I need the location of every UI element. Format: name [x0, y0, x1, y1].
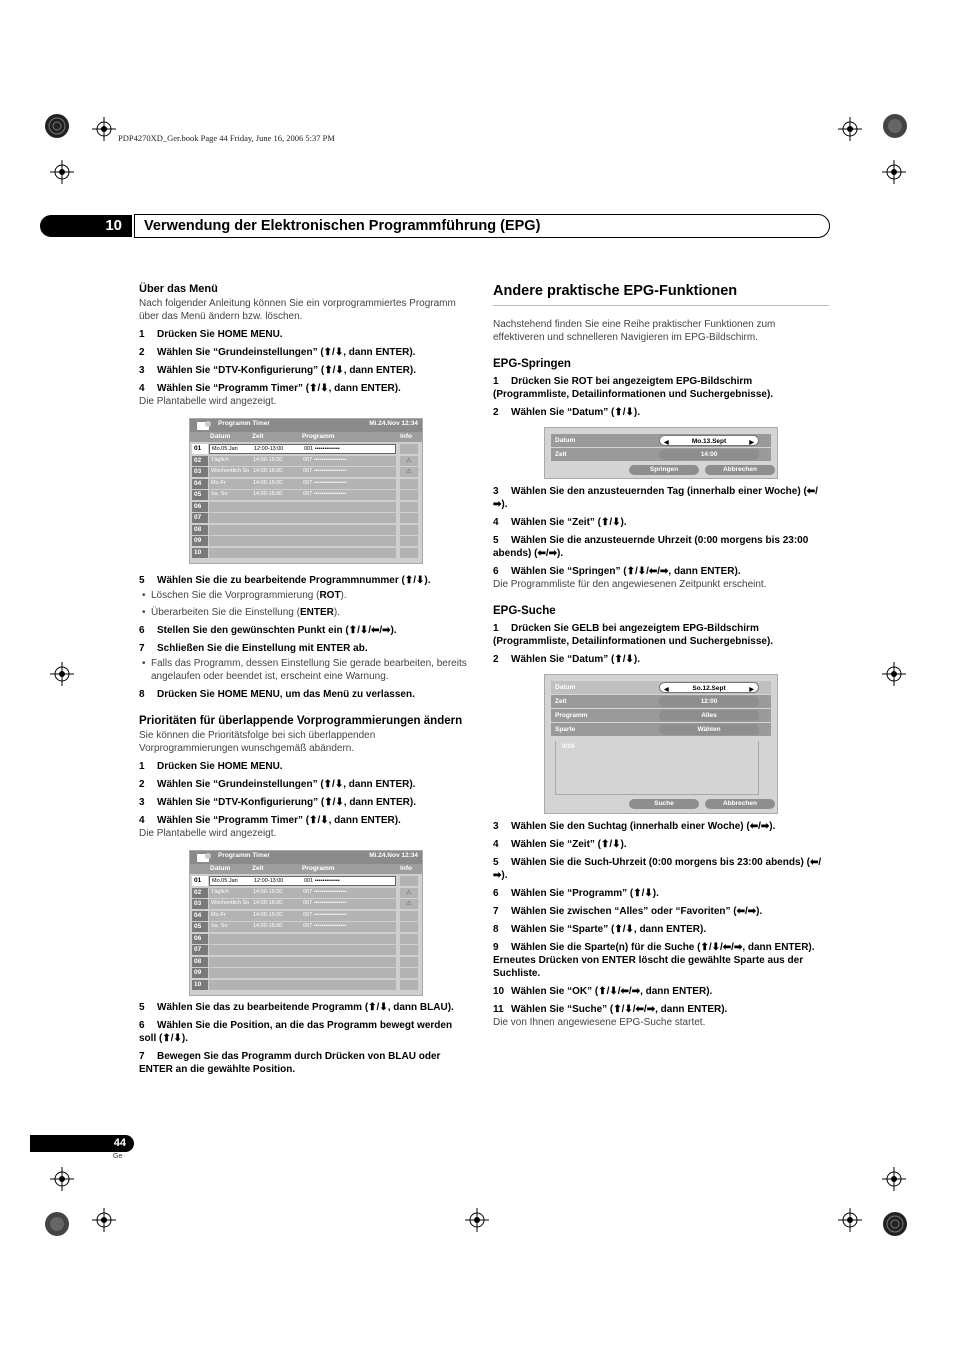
registration-mark-icon — [44, 1211, 70, 1237]
search-dialog — [544, 674, 778, 814]
step-item: 3 Wählen Sie “DTV-Konfigurierung” (⬆/⬇, dann ENTER). — [139, 797, 416, 808]
screen-title: Programm Timer — [218, 420, 270, 427]
row-number: 03 — [192, 467, 208, 477]
row-info — [400, 968, 418, 978]
row-info — [400, 536, 418, 546]
col-programm: Programm — [302, 865, 335, 872]
row-cell — [209, 911, 396, 921]
row-zeit: 14:00-15:00 — [253, 900, 283, 906]
column-headers — [190, 432, 422, 442]
row-programm: 007 ••••••••••••••••• — [303, 456, 347, 463]
step-item: 7 Bewegen Sie das Programm durch Drücken von BLAU oder ENTER an die gewählte Position. — [139, 1051, 441, 1075]
step-item: 5 Wählen Sie das zu bearbeitende Programm (⬆/⬇, dann BLAU). — [139, 1002, 454, 1013]
search-button[interactable]: Suche — [629, 799, 699, 809]
jump-dialog — [544, 427, 778, 479]
arrow-left-icon: ◀ — [664, 687, 669, 693]
step-item: 2 Wählen Sie “Datum” (⬆/⬇). — [493, 654, 640, 665]
timer-icon — [196, 852, 212, 863]
row-zeit: 14:00-15:00 — [253, 491, 283, 497]
table-row[interactable] — [192, 479, 418, 490]
jump-note: Die Programmliste für den angewiesenen Zeitpunkt erscheint. — [493, 579, 767, 590]
row-cell — [209, 548, 396, 558]
search-note: Die von Ihnen angewiesene EPG-Suche startet. — [493, 1017, 706, 1028]
row-number: 04 — [192, 911, 208, 921]
row-cell — [209, 980, 396, 990]
steps-list — [493, 820, 829, 1016]
row-cell — [209, 456, 396, 466]
program-timer-screen — [189, 850, 423, 996]
screen-title: Programm Timer — [218, 852, 270, 859]
zeit-value[interactable]: 12:00 — [659, 696, 759, 707]
row-number: 04 — [192, 479, 208, 489]
crosshair-icon — [50, 160, 74, 184]
row-datum: Mo.05.Jan — [212, 878, 238, 884]
row-cell — [209, 536, 396, 546]
table-row[interactable] — [192, 922, 418, 933]
row-number: 09 — [192, 968, 208, 978]
row-info — [400, 548, 418, 558]
steps-list — [493, 622, 829, 666]
row-number: 03 — [192, 899, 208, 909]
sparte-list[interactable] — [555, 741, 759, 795]
table-row[interactable] — [192, 968, 418, 979]
table-row[interactable] — [192, 980, 418, 991]
step-item: 3 Wählen Sie “DTV-Konfigurierung” (⬆/⬇, dann ENTER). — [139, 365, 416, 376]
row-info — [400, 957, 418, 967]
row-info — [400, 876, 418, 886]
steps-list — [139, 328, 467, 395]
step-item: 1 Drücken Sie HOME MENU. — [139, 761, 283, 772]
table-row[interactable] — [192, 536, 418, 547]
row-number: 05 — [192, 490, 208, 500]
section-title: Andere praktische EPG-Funktionen — [493, 283, 829, 306]
cancel-button[interactable]: Abbrechen — [705, 465, 775, 475]
row-datum: Mo.05.Jan — [212, 446, 238, 452]
jump-heading: EPG-Springen — [493, 358, 571, 370]
col-zeit: Zeit — [252, 865, 264, 872]
col-zeit: Zeit — [252, 433, 264, 440]
bullet-edit: • Überarbeiten Sie die Einstellung (ENTER). — [139, 606, 467, 619]
row-info — [400, 945, 418, 955]
col-info: Info — [400, 865, 412, 872]
row-cell — [209, 934, 396, 944]
step-item: 1 Drücken Sie ROT bei angezeigtem EPG-Bildschirm (Programmliste, Detailinformationen und Suchergebnisse). — [493, 376, 774, 400]
table-row[interactable] — [192, 945, 418, 956]
col-info: Info — [400, 433, 412, 440]
row-cell — [209, 490, 396, 500]
zeit-label: Zeit — [551, 448, 771, 461]
table-row[interactable] — [192, 911, 418, 922]
step-item: 1 Drücken Sie GELB bei angezeigtem EPG-Bildschirm (Programmliste, Detailinformationen und Suchergebnisse). — [493, 623, 774, 647]
plan-note: Die Plantabelle wird angezeigt. — [139, 396, 277, 407]
step-item: 3 Wählen Sie den anzusteuernden Tag (innerhalb einer Woche) (⬅/➡). — [493, 486, 818, 510]
table-row[interactable] — [192, 888, 418, 899]
priority-heading: Prioritäten für überlappende Vorprogrammierungen ändern — [139, 715, 463, 727]
crosshair-icon — [92, 117, 116, 141]
menu-intro: Nach folgender Anleitung können Sie ein vorprogrammiertes Programm über das Menü ändern bzw. löschen. — [139, 298, 456, 322]
step-item: 2 Wählen Sie “Grundeinstellungen” (⬆/⬇, dann ENTER). — [139, 347, 416, 358]
row-cell — [209, 899, 396, 909]
row-cell — [209, 922, 396, 932]
table-row[interactable] — [192, 525, 418, 536]
row-datum: Täglich — [211, 888, 229, 895]
step-item: 6 Wählen Sie “Programm” (⬆/⬇). — [493, 888, 659, 899]
steps-list — [493, 375, 829, 419]
row-info — [400, 911, 418, 921]
page-language: Ge — [113, 1153, 123, 1160]
row-info — [400, 513, 418, 523]
row-programm: 007 ••••••••••••••••• — [303, 923, 347, 929]
screen-header — [190, 419, 422, 432]
row-cell — [209, 888, 396, 898]
row-info — [400, 934, 418, 944]
row-programm: 007 ••••••••••••••••• — [303, 479, 347, 486]
arrow-left-icon: ◀ — [664, 440, 669, 446]
row-datum: Mo-Fr — [211, 479, 226, 486]
row-number: 06 — [192, 502, 208, 512]
chapter-number-badge: 10 — [40, 215, 132, 237]
row-zeit: 14:00-15:00 — [253, 911, 283, 918]
table-row[interactable] — [192, 467, 418, 478]
row-number: 02 — [192, 456, 208, 466]
row-number: 07 — [192, 945, 208, 955]
row-number: 02 — [192, 888, 208, 898]
step-item: 3 Wählen Sie den Suchtag (innerhalb einer Woche) (⬅/➡). — [493, 821, 776, 832]
chapter-title: Verwendung der Elektronischen Programmführung (EPG) — [134, 214, 830, 238]
row-zeit: 14:00-15:00 — [253, 468, 283, 474]
screen-header — [190, 851, 422, 864]
row-zeit: 14:00-15:00 — [253, 923, 283, 929]
screen-date: Mi.24.Nov 12:34 — [369, 420, 418, 427]
step-item: 9 Wählen Sie die Sparte(n) für die Suche (⬆/⬇/⬅/➡, dann ENTER). Erneutes Drücken von ENTER löscht die gewählte Sparte aus der Suchliste. — [493, 942, 815, 979]
row-number: 06 — [192, 934, 208, 944]
row-number: 08 — [192, 957, 208, 967]
row-cell — [209, 876, 396, 886]
step-item: 8 Drücken Sie HOME MENU, um das Menü zu verlassen. — [139, 689, 415, 700]
left-column — [139, 283, 467, 1076]
row-datum: Wöchentlich So — [211, 468, 250, 474]
timer-icon — [196, 420, 212, 431]
crosshair-icon — [882, 1167, 906, 1191]
row-cell — [209, 968, 396, 978]
row-cell — [209, 957, 396, 967]
crosshair-icon — [882, 160, 906, 184]
row-datum: Mo-Fr — [211, 911, 226, 918]
row-number: 01 — [192, 444, 208, 454]
step-item: 1 Drücken Sie HOME MENU. — [139, 329, 283, 340]
row-datum: Täglich — [211, 456, 229, 463]
row-cell — [209, 467, 396, 477]
section-intro: Nachstehend finden Sie eine Reihe praktischer Funktionen zum effektiveren und schnelleren Navigieren im EPG-Bildschirm. — [493, 319, 776, 343]
row-cell — [209, 479, 396, 489]
table-row[interactable] — [192, 934, 418, 945]
sparte-value[interactable]: Wählen — [659, 724, 759, 735]
row-info — [400, 525, 418, 535]
crosshair-icon — [838, 117, 862, 141]
right-column — [493, 283, 829, 1029]
row-info: ⚠ — [400, 467, 418, 477]
row-info — [400, 502, 418, 512]
table-row[interactable] — [192, 957, 418, 968]
row-programm: 001 ••••••••••••• — [304, 878, 340, 884]
datum-label: Datum — [551, 434, 771, 447]
steps-list — [493, 485, 829, 578]
row-number: 07 — [192, 513, 208, 523]
datum-value[interactable]: ◀ Mo.13.Sept ▶ — [659, 435, 759, 446]
row-datum: Wöchentlich So — [211, 900, 250, 906]
row-zeit: 12:00-13:00 — [254, 446, 284, 452]
jump-button[interactable]: Springen — [629, 465, 699, 475]
crosshair-icon — [50, 662, 74, 686]
row-info: ⚠ — [400, 888, 418, 898]
table-row[interactable] — [192, 876, 418, 887]
row-zeit: 14:00-15:00 — [253, 456, 283, 463]
menu-heading: Über das Menü — [139, 283, 218, 295]
registration-mark-icon — [882, 113, 908, 139]
zeit-label: Zeit — [551, 695, 771, 708]
crosshair-icon — [465, 1208, 489, 1232]
datum-row — [551, 681, 771, 694]
row-cell — [209, 513, 396, 523]
row-programm: 007 ••••••••••••••••• — [303, 888, 347, 895]
step-item: 2 Wählen Sie “Datum” (⬆/⬇). — [493, 407, 640, 418]
sparte-label: Sparte — [551, 723, 771, 736]
registration-mark-icon — [44, 113, 70, 139]
row-programm: 007 ••••••••••••••••• — [303, 468, 347, 474]
row-number: 01 — [192, 876, 208, 886]
plan-note: Die Plantabelle wird angezeigt. — [139, 828, 277, 839]
row-programm: 007 ••••••••••••••••• — [303, 491, 347, 497]
sparte-count: 0/16 — [562, 743, 575, 750]
row-cell — [209, 502, 396, 512]
step-item: 5 Wählen Sie die anzusteuernde Uhrzeit (0:00 morgens bis 23:00 abends) (⬅/➡). — [493, 535, 809, 559]
registration-mark-icon — [882, 1211, 908, 1237]
row-cell — [209, 444, 396, 454]
sparte-row — [551, 723, 771, 736]
programm-row — [551, 709, 771, 722]
row-number: 10 — [192, 980, 208, 990]
step-item: 7 Schließen Sie die Einstellung mit ENTER ab. — [139, 643, 368, 654]
col-datum: Datum — [210, 433, 231, 440]
step-item: 4 Wählen Sie “Programm Timer” (⬆/⬇, dann ENTER). — [139, 815, 401, 826]
table-row[interactable] — [192, 502, 418, 513]
table-row[interactable] — [192, 490, 418, 501]
row-programm: 007 ••••••••••••••••• — [303, 911, 347, 918]
search-heading: EPG-Suche — [493, 605, 556, 617]
row-zeit: 14:00-15:00 — [253, 479, 283, 486]
arrow-right-icon: ▶ — [749, 440, 754, 446]
arrow-right-icon: ▶ — [749, 687, 754, 693]
row-info — [400, 479, 418, 489]
zeit-value[interactable]: 14:00 — [659, 449, 759, 460]
cancel-button[interactable]: Abbrechen — [705, 799, 775, 809]
step-item: 4 Wählen Sie “Zeit” (⬆/⬇). — [493, 517, 627, 528]
row-info: ⚠ — [400, 899, 418, 909]
print-line: PDP4270XD_Ger.book Page 44 Friday, June 16, 2006 5:37 PM — [118, 133, 335, 143]
row-info — [400, 444, 418, 454]
datum-row — [551, 434, 771, 447]
step-item: 6 Wählen Sie die Position, an die das Programm bewegt werden soll (⬆/⬇). — [139, 1020, 453, 1044]
program-timer-screen — [189, 418, 423, 564]
datum-label: Datum — [551, 681, 771, 694]
steps-list — [139, 760, 467, 827]
step-item: 8 Wählen Sie “Sparte” (⬆/⬇, dann ENTER). — [493, 924, 707, 935]
screen-date: Mi.24.Nov 12:34 — [369, 852, 418, 859]
steps-list — [139, 1001, 467, 1076]
step-item: 6 Stellen Sie den gewünschten Punkt ein (⬆/⬇/⬅/➡). — [139, 625, 397, 636]
table-row[interactable] — [192, 456, 418, 467]
col-datum: Datum — [210, 865, 231, 872]
row-programm: 007 ••••••••••••••••• — [303, 900, 347, 906]
page-number: 44 — [30, 1135, 134, 1152]
row-zeit: 12:00-13:00 — [254, 878, 284, 884]
table-row[interactable] — [192, 444, 418, 455]
step-item: 4 Wählen Sie “Zeit” (⬆/⬇). — [493, 839, 627, 850]
zeit-row — [551, 448, 771, 461]
step-item: 6 Wählen Sie “Springen” (⬆/⬇/⬅/➡, dann ENTER). — [493, 566, 741, 577]
step-item: 11 Wählen Sie “Suche” (⬆/⬇/⬅/➡, dann ENTER). — [493, 1004, 728, 1015]
row-info — [400, 922, 418, 932]
step-item: 5 Wählen Sie die Such-Uhrzeit (0:00 morgens bis 23:00 abends) (⬅/➡). — [493, 857, 822, 881]
step-item: 7 Wählen Sie zwischen “Alles” oder “Favoriten” (⬅/➡). — [493, 906, 763, 917]
crosshair-icon — [50, 1167, 74, 1191]
datum-value[interactable]: ◀ So.12.Sept ▶ — [659, 682, 759, 693]
step-item: 2 Wählen Sie “Grundeinstellungen” (⬆/⬇, dann ENTER). — [139, 779, 416, 790]
programm-value[interactable]: Alles — [659, 710, 759, 721]
bullet-delete: • Löschen Sie die Vorprogrammierung (ROT). — [139, 589, 467, 602]
step-item: 10 Wählen Sie “OK” (⬆/⬇/⬅/➡, dann ENTER). — [493, 986, 713, 997]
row-datum: Sa, So — [211, 491, 228, 497]
row-info — [400, 490, 418, 500]
table-row[interactable] — [192, 899, 418, 910]
row-number: 10 — [192, 548, 208, 558]
row-cell — [209, 945, 396, 955]
row-number: 05 — [192, 922, 208, 932]
crosshair-icon — [838, 1208, 862, 1232]
crosshair-icon — [92, 1208, 116, 1232]
programm-label: Programm — [551, 709, 771, 722]
column-headers — [190, 864, 422, 874]
row-number: 08 — [192, 525, 208, 535]
col-programm: Programm — [302, 433, 335, 440]
priority-intro: Sie können die Prioritätsfolge bei sich überlappenden Vorprogrammierungen wunschgemäß abändern. — [139, 730, 376, 754]
row-programm: 001 ••••••••••••• — [304, 446, 340, 452]
row-number: 09 — [192, 536, 208, 546]
zeit-row — [551, 695, 771, 708]
bullet-warning: • Falls das Programm, dessen Einstellung Sie gerade bearbeiten, bereits angelaufen oder beendet ist, erscheint eine Warnung. — [139, 657, 467, 683]
crosshair-icon — [882, 662, 906, 686]
table-row[interactable] — [192, 513, 418, 524]
row-cell — [209, 525, 396, 535]
row-zeit: 14:00-15:00 — [253, 888, 283, 895]
table-row[interactable] — [192, 548, 418, 559]
row-info: ⚠ — [400, 456, 418, 466]
step-item: 5 Wählen Sie die zu bearbeitende Programmnummer (⬆/⬇). — [139, 575, 431, 586]
step-item: 4 Wählen Sie “Programm Timer” (⬆/⬇, dann ENTER). — [139, 383, 401, 394]
row-datum: Sa, So — [211, 923, 228, 929]
row-info — [400, 980, 418, 990]
